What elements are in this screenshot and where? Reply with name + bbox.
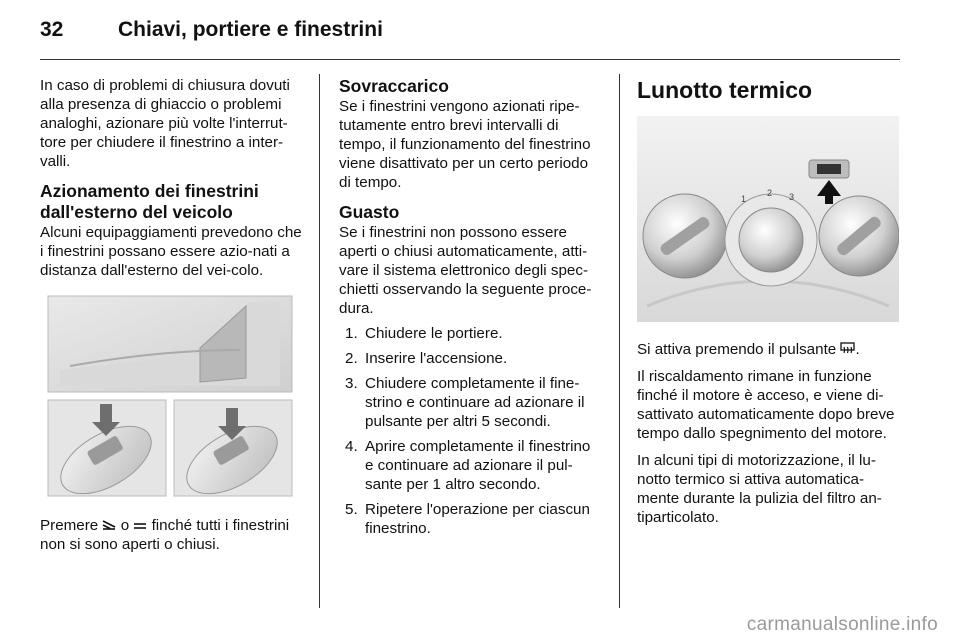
section-heading-fault: Guasto: [339, 202, 400, 222]
window-close-icon: [102, 519, 116, 531]
header-rule: [40, 59, 900, 60]
rear-window-activation-paragraph: Si attiva premendo il pulsante .: [637, 341, 860, 358]
section-heading-rear-window: Lunotto termico: [637, 77, 813, 103]
fault-paragraph: Se i finestrini non possono essere aperti o chiusi automaticamente, atti-vare il sistema elettronico degli spec-chietti osservando la seguente proce-dura.: [339, 224, 592, 317]
overload-paragraph: Se i finestrini vengono azionati ripe-tutamente entro brevi intervalli di tempo, il funzionamento del finestrino viene disattivato per un certo periodo di tempo.: [339, 98, 591, 191]
list-item: 3. Chiudere completamente il fine-strino e continuare ad azionare il pulsante per altri 5 secondi.: [345, 375, 585, 430]
intro-paragraph: In caso di problemi di chiusura dovuti alla presenza di ghiaccio o problemi analoghi, azionare più volte l'interrut-tore per chiudere il finestrino a inter-valli.: [40, 77, 290, 170]
list-item: 1. Chiudere le portiere.: [345, 325, 503, 342]
fault-steps-list: [339, 324, 603, 538]
svg-text:1: 1: [741, 194, 747, 204]
section-heading-remote-windows: Azionamento dei finestrini dall'esterno del veicolo: [40, 181, 259, 222]
section-heading-overload: Sovraccarico: [339, 76, 449, 96]
list-item: 4. Aprire completamente il finestrino e continuare ad azionare il pul-sante per 1 altro secondo.: [345, 438, 591, 493]
svg-text:3: 3: [789, 192, 795, 202]
window-open-icon: [133, 519, 147, 531]
list-item: 5. Ripetere l'operazione per ciascun finestrino.: [345, 501, 590, 537]
remote-windows-paragraph: Alcuni equipaggiamenti prevedono che i finestrini possano essere azio-nati a distanza dall'esterno del vei-colo.: [40, 224, 302, 279]
rear-window-operation-paragraph: Il riscaldamento rimane in funzione finché il motore è acceso, e viene di-sattivato automaticamente dopo breve tempo dallo spegnimento del motore.: [637, 368, 895, 442]
column-1: [40, 76, 304, 562]
column-3: [637, 76, 903, 535]
page-number: 32: [40, 18, 64, 41]
list-item: 2. Inserire l'accensione.: [345, 350, 508, 367]
watermark: carmanualsonline.info: [746, 614, 938, 635]
climate-control-figure: [637, 116, 899, 322]
key-fob-illustration: [40, 290, 296, 502]
key-fob-caption: Premere o finché tutti i finestrini non si sono aperti o chiusi.: [40, 517, 290, 553]
rear-window-heater-icon: [840, 342, 855, 355]
column-divider-2: [619, 74, 620, 608]
column-divider-1: [319, 74, 320, 608]
svg-text:2: 2: [767, 188, 773, 198]
rear-window-dpf-paragraph: In alcuni tipi di motorizzazione, il lu-notto termico si attiva automatica-mente durante la pulizia del filtro an-tiparticolato.: [637, 452, 882, 526]
key-fob-figure: [40, 290, 296, 502]
column-2: [339, 76, 603, 544]
chapter-title: Chiavi, portiere e finestrini: [118, 18, 383, 41]
climate-control-illustration: [637, 116, 899, 322]
